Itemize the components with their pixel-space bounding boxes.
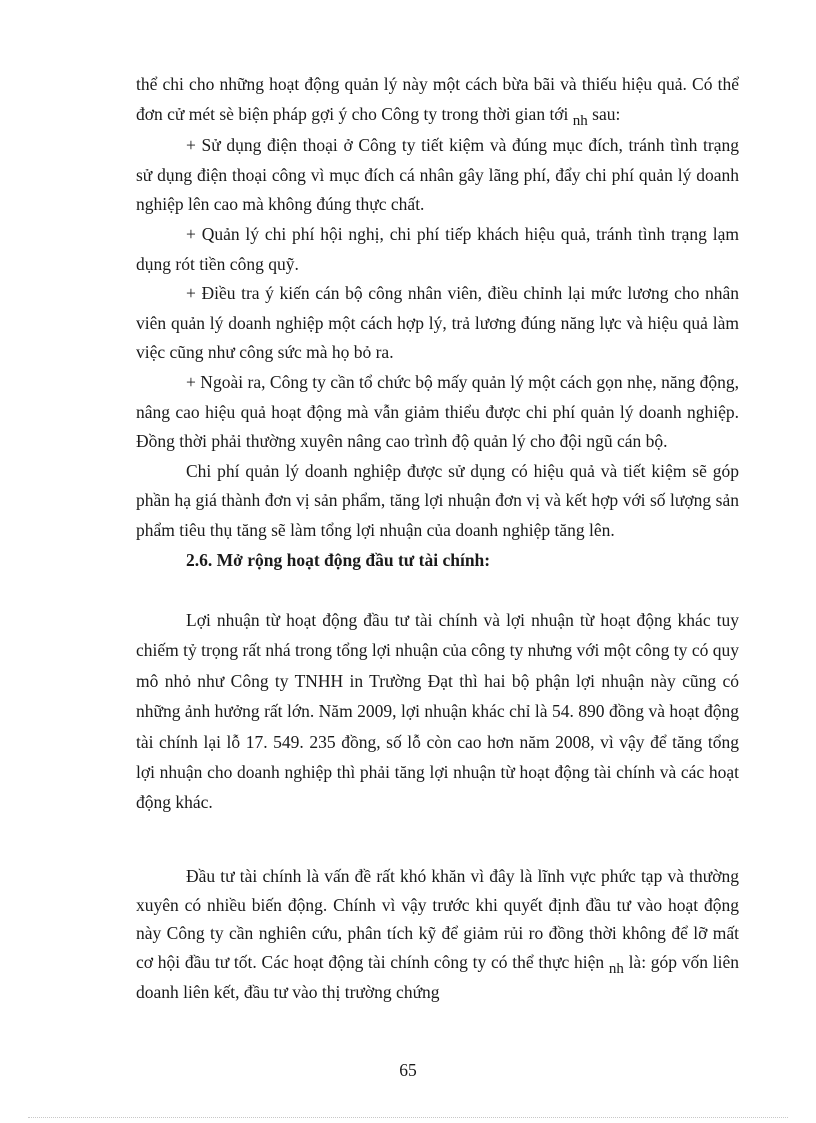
paragraph-phone-usage: + Sử dụng điện thoại ở Công ty tiết kiệm và đúng mục đích, tránh tình trạng sử dụng điện thoại công vì mục đích cá nhân gây lãng phí, đẩy chi phí quản lý doanh nghiệp lên cao mà không đúng thực chất. bbox=[136, 135, 739, 215]
paragraph-text: sau: bbox=[587, 103, 621, 124]
paragraph-intro bbox=[136, 70, 739, 131]
page-bottom-divider bbox=[28, 1117, 788, 1118]
paragraph-meeting-costs: + Quản lý chi phí hội nghị, chi phí tiếp khách hiệu quả, tránh tình trạng lạm dụng rót tiền công quỹ. bbox=[136, 223, 739, 274]
paragraph-salary-survey: + Điều tra ý kiến cán bộ công nhân viên, điều chỉnh lại mức lương cho nhân viên quản lý doanh nghiệp một cách hợp lý, trả lương đúng năng lực và hiệu quả làm việc cũng như công sức mà họ bỏ ra. bbox=[136, 283, 739, 363]
page-number: 65 bbox=[399, 1060, 417, 1080]
subscript-fragment: nh bbox=[608, 960, 624, 977]
paragraph-summary: Chi phí quản lý doanh nghiệp được sử dụng có hiệu quả và tiết kiệm sẽ góp phần hạ giá thành đơn vị sản phẩm, tăng lợi nhuận đơn vị và kết hợp với số lượng sản phẩm tiêu thụ tăng sẽ làm tổng lợi nhuận của doanh nghiệp tăng lên. bbox=[136, 460, 739, 540]
text-block-cost-management bbox=[136, 70, 739, 575]
paragraph-text: thể chi cho những hoạt động quản lý này một cách bừa bãi và thiếu hiệu quả. Có thể đơn cử mét sè biện pháp gợi ý cho Công ty trong thời gian tới bbox=[136, 74, 739, 124]
paragraph-text: là: góp vốn liên doanh liên kết, đầu tư vào thị trường chứng bbox=[136, 951, 739, 1003]
paragraph-investment bbox=[136, 862, 739, 1007]
subscript-fragment: nh bbox=[572, 112, 588, 129]
paragraph-profit-analysis: Lợi nhuận từ hoạt động đầu tư tài chính và lợi nhuận từ hoạt động khác tuy chiếm tỷ trọng rất nhá trong tổng lợi nhuận của công ty nhưng với một công ty có quy mô nhỏ như Công ty TNHH in Trường Đạt thì hai bộ phận lợi nhuận này cũng có những ảnh hưởng rất lớn. Năm 2009, lợi nhuận khác chỉ là 54. 890 đồng và hoạt động tài chính lại lỗ 17. 549. 235 đồng, số lỗ còn cao hơn năm 2008, vì vậy để tăng tổng lợi nhuận cho doanh nghiệp thì phải tăng lợi nhuận từ hoạt động tài chính và các hoạt động khác. bbox=[136, 610, 739, 813]
section-heading: 2.6. Mở rộng hoạt động đầu tư tài chính: bbox=[186, 549, 491, 570]
paragraph-organization: + Ngoài ra, Công ty cần tổ chức bộ mấy quản lý một cách gọn nhẹ, năng động, nâng cao hiệu quả hoạt động mà vẫn giảm thiểu được chi phí quản lý doanh nghiệp. Đồng thời phải thường xuyên nâng cao trình độ quản lý cho đội ngũ cán bộ. bbox=[136, 371, 739, 452]
paragraph-text: Đầu tư tài chính là vấn đề rất khó khăn vì đây là lĩnh vực phức tạp và thường xuyên có nhiều biến động. Chính vì vậy trước khi quyết định đầu tư vào hoạt động này Công ty cần nghiên cứu, phân tích kỹ để giảm rủi ro đồng thời không để lỡ mất cơ hội đầu tư tốt. Các hoạt động tài chính công ty có thể thực hiện bbox=[136, 866, 739, 972]
text-block-financial-investment bbox=[136, 862, 739, 1007]
text-block-financial-profit bbox=[136, 605, 739, 818]
